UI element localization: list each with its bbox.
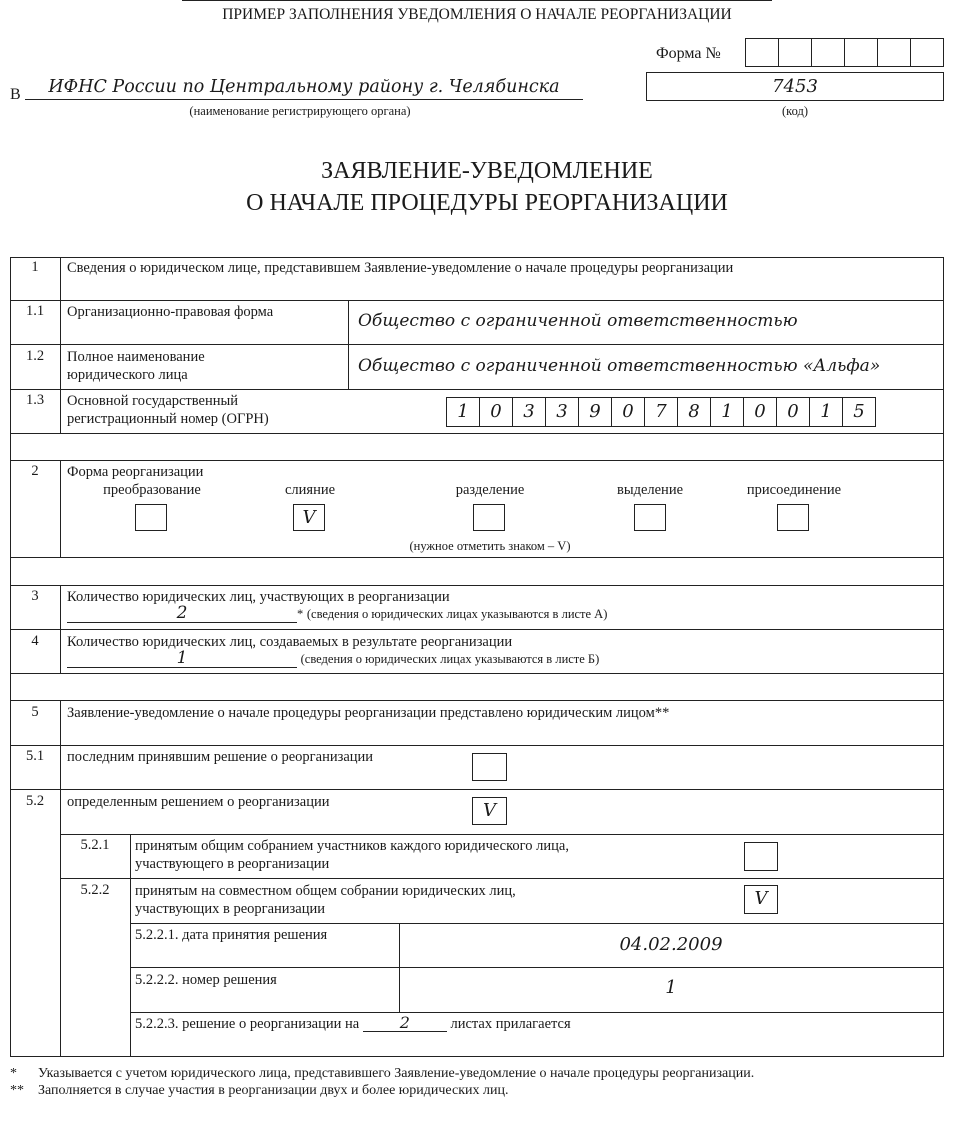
row-divider	[10, 300, 944, 301]
decision-pages-label-suffix: листах прилагается	[450, 1016, 571, 1032]
participants-count-row	[67, 605, 607, 623]
asterisk-mark: *	[297, 607, 304, 621]
forma-cell[interactable]	[878, 39, 911, 66]
section-number: 1	[31, 259, 39, 275]
row-divider	[10, 673, 944, 674]
option-label-accession: присоединение	[746, 482, 842, 498]
section-number: 1.3	[25, 392, 45, 408]
full-name-label-line1: Полное наименование	[67, 349, 205, 365]
decision-number-label: 5.2.2.2. номер решения	[135, 972, 277, 988]
row-divider	[130, 967, 944, 968]
option-label-merger: слияние	[284, 482, 336, 498]
forma-cell[interactable]	[812, 39, 845, 66]
checkbox-accession[interactable]	[777, 504, 809, 531]
section-number: 1.1	[25, 303, 45, 319]
row-divider	[10, 700, 944, 701]
participants-count-note: (сведения о юридических лицах указываются в листе А)	[306, 607, 608, 621]
checkbox-general-meeting[interactable]	[744, 842, 778, 871]
col-divider	[60, 700, 61, 1056]
row-divider	[10, 789, 944, 790]
full-name-label	[67, 348, 205, 384]
joint-meeting-label-line2: участвующих в реорганизации	[135, 901, 325, 917]
footnote-text: Заполняется в случае участия в реорганизации двух и более юридических лиц.	[38, 1083, 509, 1098]
checkbox-transformation[interactable]	[135, 504, 167, 531]
section-number: 1.2	[25, 348, 45, 364]
row-divider	[10, 557, 944, 558]
reorg-form-label: Форма реорганизации	[67, 464, 204, 480]
legal-form-label: Организационно-правовая форма	[67, 304, 274, 320]
ogrn-digit[interactable]: 7	[645, 398, 678, 426]
ogrn-digit[interactable]: 8	[678, 398, 711, 426]
decision-number-field[interactable]: 1	[665, 977, 677, 998]
ogrn-digit[interactable]: 3	[513, 398, 546, 426]
joint-meeting-label-line1: принятым на совместном общем собрании юридических лиц,	[135, 883, 516, 899]
row-divider	[60, 878, 944, 879]
checkbox-last-decision[interactable]	[472, 753, 507, 781]
decision-pages-label-prefix: 5.2.2.3. решение о реорганизации на	[135, 1016, 360, 1032]
checkbox-joint-meeting[interactable]: V	[744, 885, 778, 914]
created-count-note: (сведения о юридических лицах указываются в листе Б)	[300, 652, 600, 666]
submitted-by-label: Заявление-уведомление о начале процедуры реорганизации представлено юридическим лицом**	[67, 705, 670, 721]
row-divider	[130, 923, 944, 924]
ogrn-digit[interactable]: 0	[480, 398, 513, 426]
page-title	[0, 155, 954, 219]
col-divider	[130, 834, 131, 1056]
section-number: 5.2.1	[80, 837, 110, 853]
registrar-field[interactable]: ИФНС России по Центральному району г. Челябинска	[25, 77, 583, 100]
full-name-field[interactable]: Общество с ограниченной ответственностью «Альфа»	[358, 356, 881, 376]
to-prefix: В	[10, 86, 21, 103]
footnote-mark: *	[10, 1066, 17, 1081]
created-count-field[interactable]: 1	[67, 650, 297, 668]
created-count-row	[67, 650, 599, 668]
registrar-caption: (наименование регистрирующего органа)	[189, 104, 411, 118]
row-divider	[10, 745, 944, 746]
section-number: 5	[31, 704, 39, 720]
col-divider	[10, 257, 11, 1056]
code-field[interactable]: 7453	[646, 72, 944, 101]
created-count-label: Количество юридических лиц, создаваемых в результате реорганизации	[67, 634, 513, 650]
ogrn-label	[67, 392, 269, 428]
decision-date-label: 5.2.2.1. дата принятия решения	[135, 927, 328, 943]
row-divider	[10, 344, 944, 345]
title-line-2: О НАЧАЛЕ ПРОЦЕДУРЫ РЕОРГАНИЗАЦИИ	[246, 190, 728, 216]
checkbox-merger[interactable]: V	[293, 504, 325, 531]
col-divider	[60, 460, 61, 557]
participants-count-label: Количество юридических лиц, участвующих в реорганизации	[67, 589, 450, 605]
defined-decision-label: определенным решением о реорганизации	[67, 794, 330, 810]
row-divider	[10, 389, 944, 390]
col-divider	[943, 257, 944, 1056]
title-line-1: ЗАЯВЛЕНИЕ-УВЕДОМЛЕНИЕ	[321, 158, 653, 184]
checkbox-defined-decision[interactable]: V	[472, 797, 507, 825]
section-number: 5.1	[25, 748, 45, 764]
footnote-text: Указывается с учетом юридического лица, представившего Заявление-уведомление о начале процедуры реорганизации.	[38, 1066, 755, 1081]
footnote-mark: **	[10, 1083, 24, 1098]
checkbox-division[interactable]	[473, 504, 505, 531]
ogrn-digit-cells[interactable]	[446, 397, 876, 427]
ogrn-digit[interactable]: 1	[447, 398, 480, 426]
general-meeting-label-line1: принятым общим собранием участников каждого юридического лица,	[135, 838, 569, 854]
row-divider	[10, 257, 944, 258]
general-meeting-label-line2: участвующего в реорганизации	[135, 856, 330, 872]
col-divider	[60, 257, 61, 433]
ogrn-digit[interactable]: 5	[853, 401, 865, 422]
row-divider	[10, 629, 944, 630]
section-number: 2	[31, 463, 39, 479]
col-divider	[348, 300, 349, 389]
last-decision-label: последним принявшим решение о реорганизации	[67, 749, 374, 765]
option-label-division: разделение	[455, 482, 525, 498]
row-divider	[10, 1056, 944, 1057]
row-divider	[60, 834, 944, 835]
checkbox-spinoff[interactable]	[634, 504, 666, 531]
joint-meeting-label	[135, 882, 516, 918]
forma-cell[interactable]	[779, 39, 812, 66]
decision-pages-field[interactable]: 2	[363, 1015, 447, 1032]
ogrn-label-line1: Основной государственный	[67, 393, 238, 409]
top-rule	[182, 0, 772, 1]
section-number: 5.2	[25, 793, 45, 809]
ogrn-digit[interactable]: 0	[744, 398, 777, 426]
section-number: 4	[31, 633, 39, 649]
ogrn-digit[interactable]: 9	[579, 398, 612, 426]
option-label-spinoff: выделение	[616, 482, 684, 498]
full-name-label-line2: юридического лица	[67, 367, 188, 383]
forma-label: Форма №	[656, 45, 721, 62]
row-divider	[10, 433, 944, 434]
row-divider	[10, 460, 944, 461]
ogrn-digit[interactable]: 1	[810, 398, 843, 426]
ogrn-digit[interactable]: 1	[711, 398, 744, 426]
ogrn-digit[interactable]: 3	[546, 398, 579, 426]
code-caption: (код)	[781, 104, 808, 118]
decision-date-field[interactable]: 04.02.2009	[619, 934, 723, 955]
section-number: 3	[31, 588, 39, 604]
ogrn-digit[interactable]: 0	[612, 398, 645, 426]
forma-cell[interactable]	[746, 39, 779, 66]
forma-number-cells[interactable]	[745, 38, 944, 67]
ogrn-digit[interactable]: 0	[777, 398, 810, 426]
general-meeting-label	[135, 837, 569, 873]
sample-header-title: ПРИМЕР ЗАПОЛНЕНИЯ УВЕДОМЛЕНИЯ О НАЧАЛЕ РЕОРГАНИЗАЦИИ	[222, 6, 732, 23]
ogrn-label-line2: регистрационный номер (ОГРН)	[67, 411, 269, 427]
legal-form-field[interactable]: Общество с ограниченной ответственностью	[358, 311, 798, 331]
forma-cell[interactable]	[911, 39, 943, 66]
section-number: 5.2.2	[80, 882, 110, 898]
col-divider	[60, 585, 61, 673]
row-divider	[10, 585, 944, 586]
participants-count-field[interactable]: 2	[67, 605, 297, 623]
reorg-form-hint: (нужное отметить знаком – V)	[409, 539, 571, 553]
row-divider	[130, 1012, 944, 1013]
section1-label: Сведения о юридическом лице, представившем Заявление-уведомление о начале процедуры реорганизации	[67, 260, 734, 276]
option-label-transformation: преобразование	[103, 482, 201, 498]
forma-cell[interactable]	[845, 39, 878, 66]
decision-pages-row	[135, 1015, 571, 1033]
